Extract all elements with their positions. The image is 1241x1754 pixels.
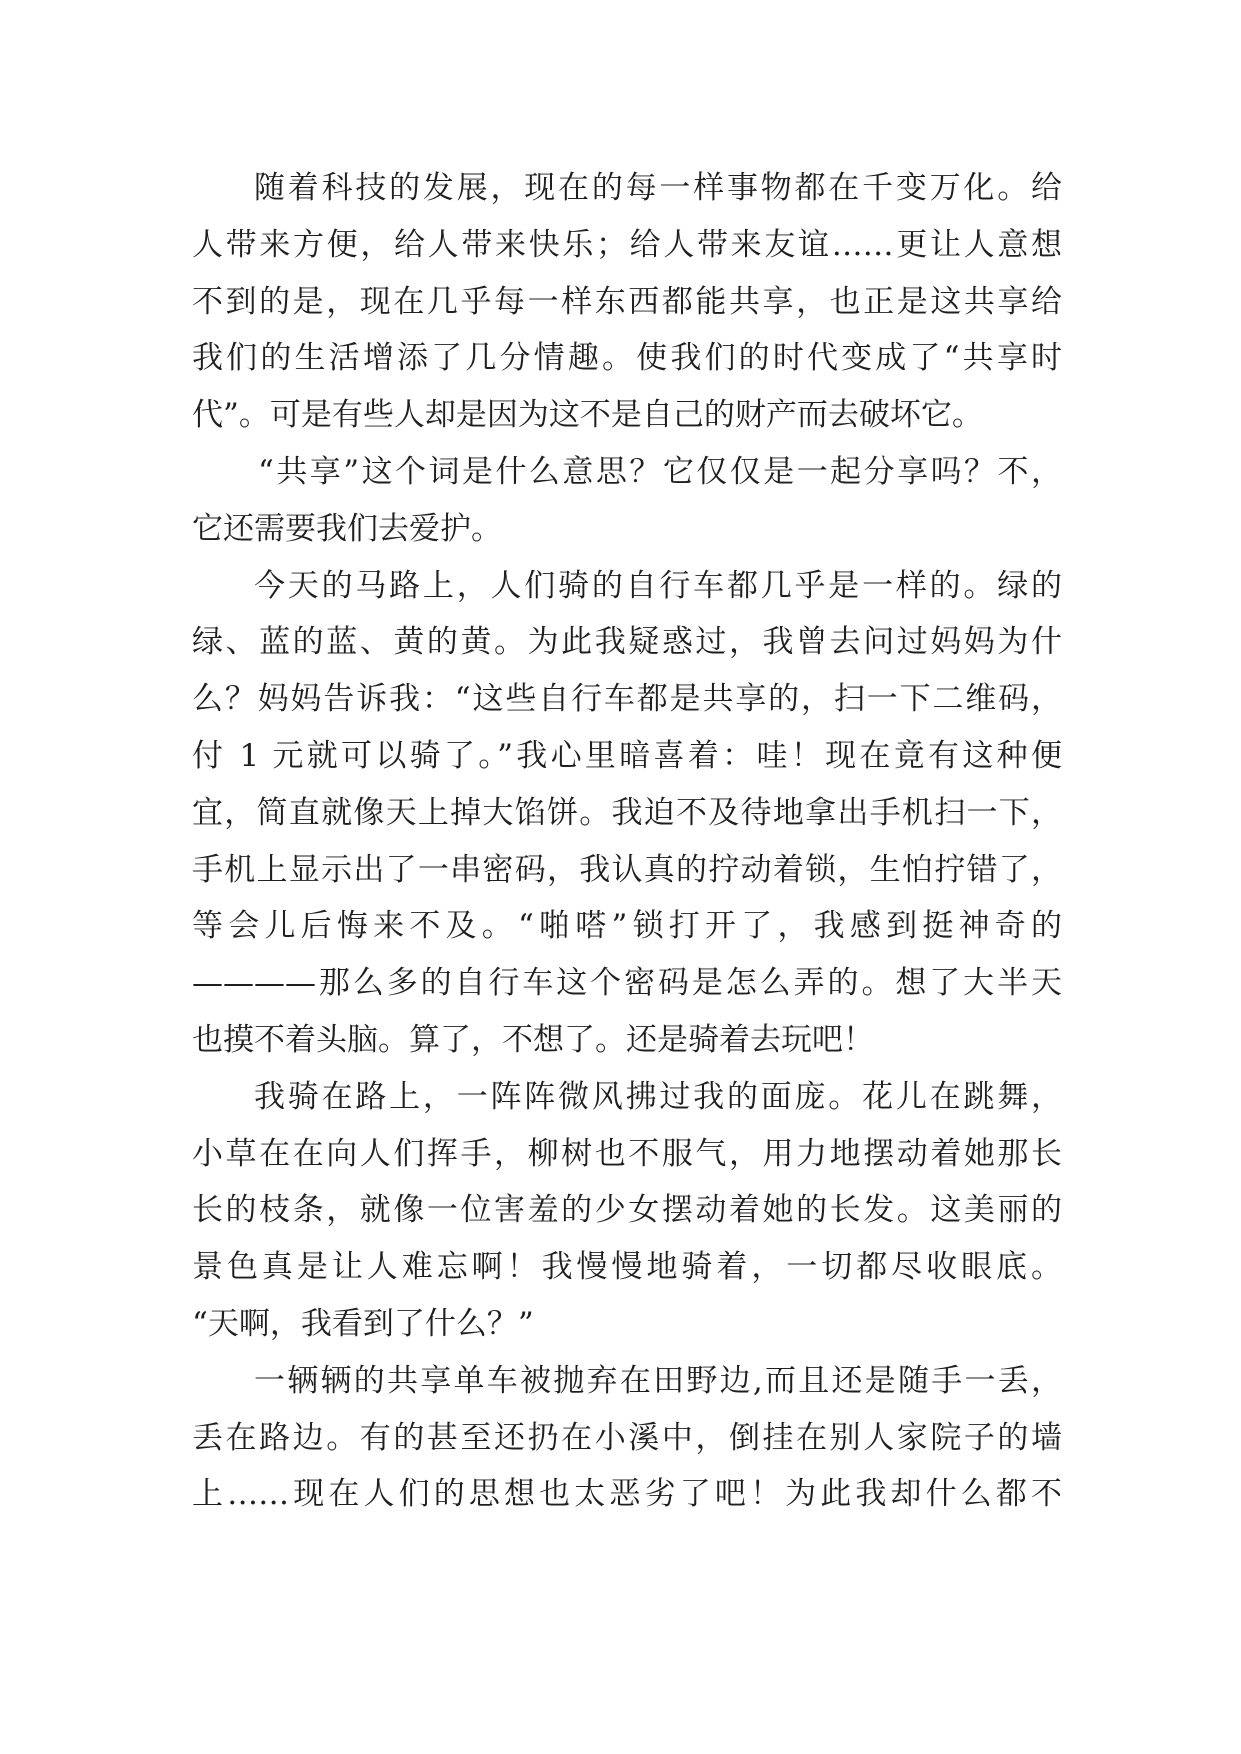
text-line: 付 1 元就可以骑了。”我心里暗喜着：哇！现在竟有这种便 [192, 737, 1062, 774]
text-line: 上……现在人们的思想也太恶劣了吧！为此我却什么都不 [192, 1476, 1062, 1513]
paragraph-1 [192, 160, 1062, 444]
text-line: 随着科技的发展，现在的每一样事物都在千变万化。给 [254, 170, 1062, 206]
text-line: 今天的马路上，人们骑的自行车都几乎是一样的。绿的 [254, 567, 1062, 604]
text-line: 我骑在路上，一阵阵微风拂过我的面庞。花儿在跳舞， [254, 1078, 1062, 1115]
text-line: 么？妈妈告诉我：“这些自行车都是共享的，扫一下二维码， [192, 681, 1062, 718]
text-line: 一辆辆的共享单车被抛弃在田野边,而且还是随手一丢， [254, 1362, 1062, 1399]
text-line: 丢在路边。有的甚至还扔在小溪中，倒挂在别人家院子的墙 [192, 1419, 1062, 1456]
text-line: 宜，简直就像天上掉大馅饼。我迫不及待地拿出手机扫一下， [192, 794, 1062, 831]
text-line: 绿、蓝的蓝、黄的黄。为此我疑惑过，我曾去问过妈妈为什 [192, 624, 1062, 661]
paragraph-5 [192, 1353, 1062, 1523]
text-line: “共享”这个词是什么意思？它仅仅是一起分享吗？不， [258, 453, 1062, 490]
text-line: 代”。可是有些人却是因为这不是自己的财产而去破坏它。 [192, 397, 983, 434]
paragraph-2 [192, 444, 1062, 558]
text-line: 人带来方便，给人带来快乐；给人带来友谊……更让人意想 [192, 226, 1062, 263]
text-line: “天啊，我看到了什么？” [192, 1305, 534, 1342]
text-line: 等会儿后悔来不及。“啪嗒”锁打开了，我感到挺神奇的 [192, 908, 1062, 945]
text-line: 也摸不着头脑。算了，不想了。还是骑着去玩吧！ [192, 1021, 874, 1058]
paragraph-4 [192, 1069, 1062, 1353]
text-line: ————那么多的自行车这个密码是怎么弄的。想了大半天 [192, 965, 1062, 1002]
paragraph-3 [192, 558, 1062, 1069]
text-line: 景色真是让人难忘啊！我慢慢地骑着，一切都尽收眼底。 [192, 1249, 1062, 1286]
text-line: 小草在在向人们挥手，柳树也不服气，用力地摆动着她那长 [192, 1135, 1062, 1172]
document-body [192, 160, 1062, 1523]
text-line: 我们的生活增添了几分情趣。使我们的时代变成了“共享时 [192, 340, 1062, 377]
text-line: 手机上显示出了一串密码，我认真的拧动着锁，生怕拧错了， [192, 851, 1062, 888]
text-line: 它还需要我们去爱护。 [192, 510, 502, 547]
text-line: 不到的是，现在几乎每一样东西都能共享，也正是这共享给 [192, 283, 1062, 320]
text-line: 长的枝条，就像一位害羞的少女摆动着她的长发。这美丽的 [192, 1192, 1062, 1229]
